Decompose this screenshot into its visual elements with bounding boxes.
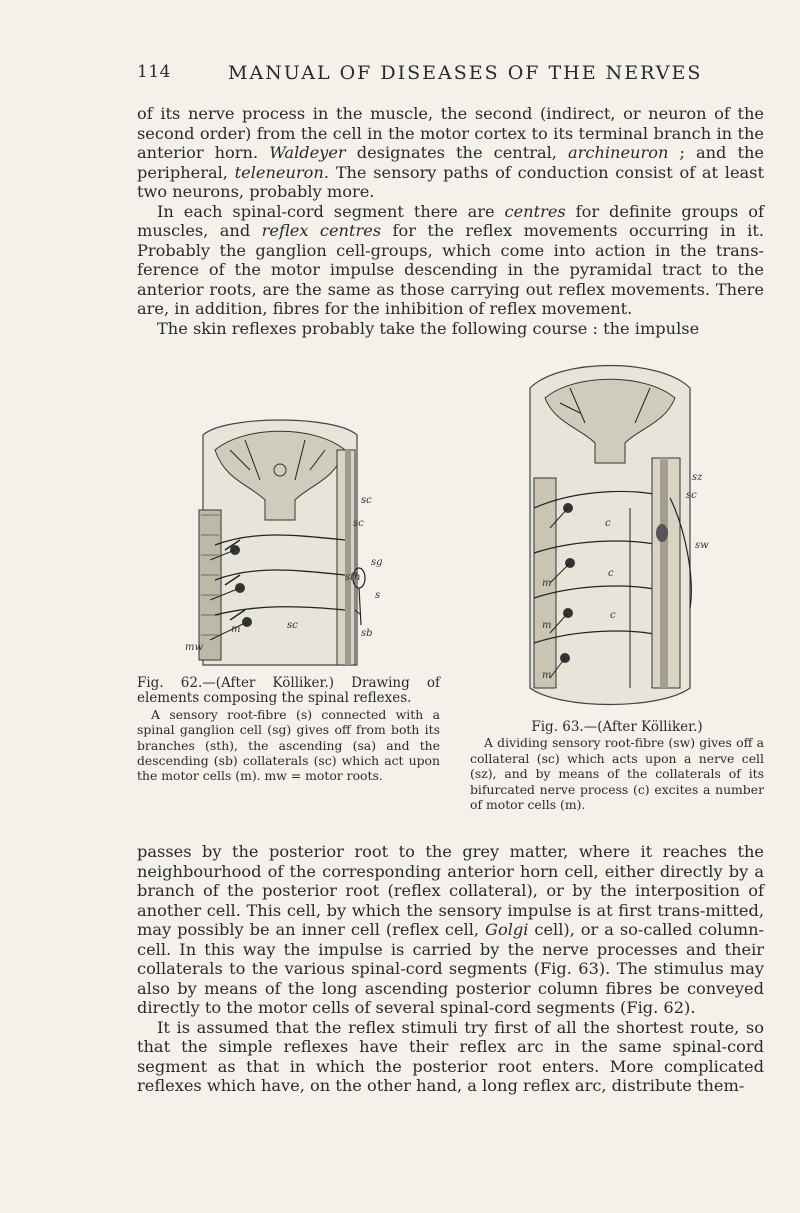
fig63-label-sw: sw (695, 540, 709, 551)
paragraph-impulse-path: passes by the posterior root to the grey matter, where it reaches the neighbourhood of the corresponding anterior horn cell, either directly by a branch of the posterior root (reflex collateral), or by the interposition of another cell. This cell, by which the sensory impulse is at first trans-mitted, may possibly be an inner cell (reflex cell, Golgi cell), or a so-called column-cell. In this way the impulse is carried by the nerve processes and their collaterals to the various spinal-cord segments (Fig. 63). The stimulus may also by means of the long ascending posterior column fibres be conveyed directly to the motor cells of several spinal-cord segments (Fig. 62). (137, 842, 764, 1017)
page-number: 114 (137, 62, 171, 82)
paragraph-centres: In each spinal-cord segment there are centres for definite groups of muscles, and reflex centres for the reflex movements occurring in it. Probably the ganglion cell-groups, which come into action in the trans-ference of the motor impulse descending in the pyramidal tract to the anterior roots, are the same as those carrying out reflex movements. There are, in addition, fibres for the inhibition of reflex movement. (137, 201, 764, 318)
fig63-label-c1: c (605, 518, 611, 529)
fig62-label-sc-low: sc (287, 620, 298, 631)
fig62-label-m: m (231, 624, 241, 635)
figure-63-illustration (520, 358, 710, 718)
paragraph-neurons: of its nerve process in the muscle, the second (indirect, or neuron of the second order) from the cell in the motor cortex to its terminal branch in the anterior horn. Waldeyer designates the central, archineuron ; and the peripheral, teleneuron. The sensory paths of conduction consist of at least two neurons, probably more. (137, 104, 764, 201)
fig62-label-sb: sb (361, 628, 373, 639)
running-title: MANUAL OF DISEASES OF THE NERVES (228, 62, 703, 84)
fig63-label-sz: sz (692, 472, 703, 483)
fig62-label-sth: sth (345, 572, 361, 583)
figure-63-caption (470, 720, 764, 812)
fig63-label-m3: m (542, 670, 552, 681)
figure-62-title: Fig. 62.—(After Kölliker.) Drawing of elements composing the spinal reflexes. (137, 675, 440, 707)
top-body-text (137, 104, 764, 338)
paragraph-shortest-route: It is assumed that the reflex stimuli try first of all the shortest route, so that the simple reflexes have their reflex arc in the same spinal-cord segment as that in which the posterior root enters. More complicated reflexes which have, on the other hand, a long reflex arc, distribute them- (137, 1017, 764, 1095)
fig62-label-sc-mid: sc (353, 518, 364, 529)
fig63-label-c2: c (608, 568, 614, 579)
fig62-label-mw: mw (185, 642, 204, 653)
figure-62-illustration (185, 410, 385, 670)
figure-63-body: A dividing sensory root-fibre (sw) gives off a collateral (sc) which acts upon a nerve cell (sz), and by means of the collaterals of its bifurcated nerve process (c) excites a number of motor cells (m). (470, 735, 764, 813)
fig63-label-m2: m (542, 620, 552, 631)
paragraph-skin-reflexes: The skin reflexes probably take the following course : the impulse (157, 318, 700, 338)
fig62-label-s: s (375, 590, 381, 601)
figure-62-body: A sensory root-fibre (s) connected with a spinal ganglion cell (sg) gives off from both its branches (sth), the ascending (sa) and the descending (sb) collaterals (sc) which act upon the motor cells (m). mw = motor roots. (137, 706, 440, 784)
page-header (0, 62, 800, 90)
fig62-label-sg: sg (371, 557, 383, 568)
fig63-label-m1: m (542, 578, 552, 589)
figure-63-title: Fig. 63.—(After Kölliker.) (531, 719, 703, 735)
fig63-label-sc: sc (686, 490, 697, 501)
fig63-label-c3: c (610, 610, 616, 621)
bottom-body-text (137, 842, 764, 1096)
fig62-label-sc-top: sc (361, 495, 372, 506)
figure-62-caption (137, 676, 440, 784)
